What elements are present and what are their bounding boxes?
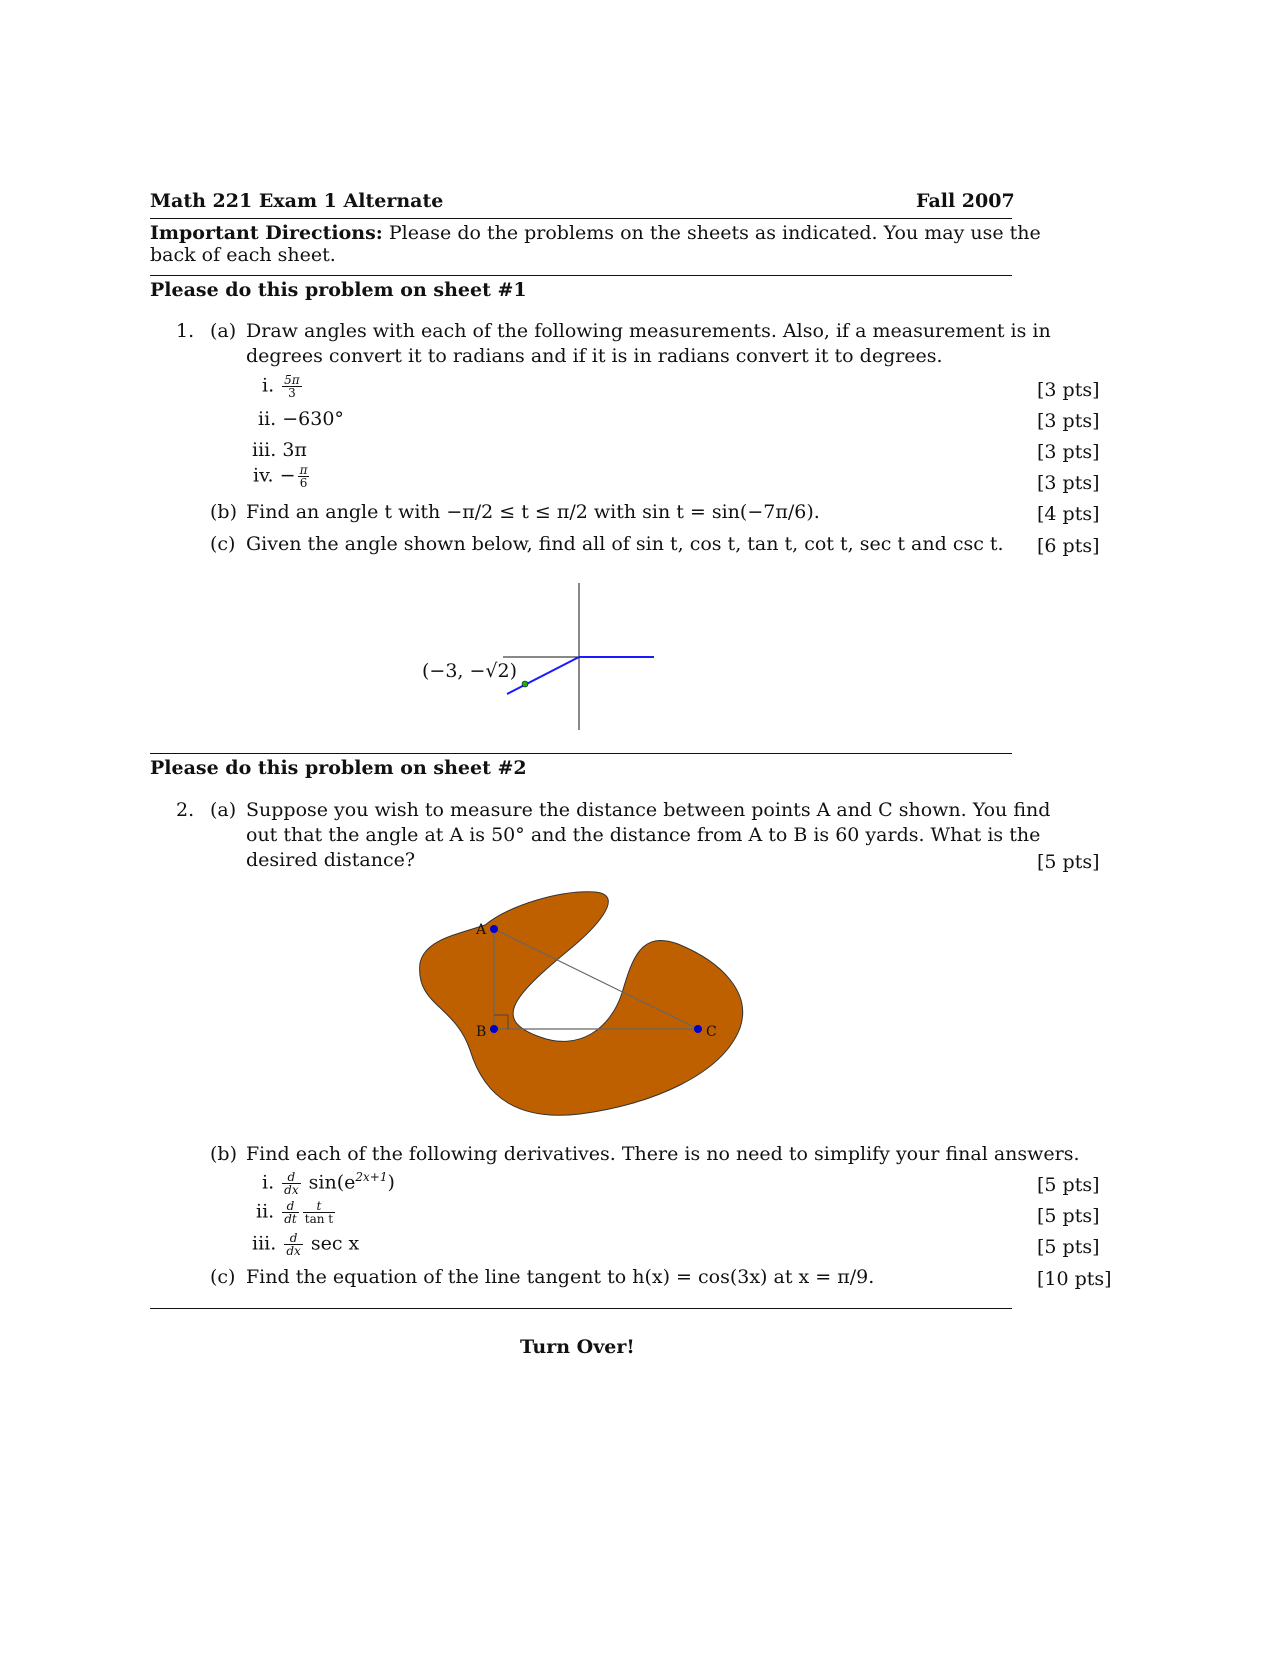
label-a: A	[476, 922, 487, 938]
item-1a-i: i. $\frac{5\pi}{3}$	[262, 373, 300, 400]
problem1a-text-line2: degrees convert it to radians and if it is in radians convert it to degrees.	[246, 345, 943, 367]
problem2-number: 2.	[176, 799, 195, 821]
problem2c-label: (c)	[210, 1266, 236, 1288]
turn-over: Turn Over!	[520, 1336, 635, 1358]
exam-title: Math 221 Exam 1 Alternate	[150, 190, 444, 212]
problem1c-label: (c)	[210, 533, 236, 555]
problem1b-text: Find an angle t with −π/2 ≤ t ≤ π/2 with sin t = sin(−7π/6).	[246, 501, 820, 523]
problem1a-label: (a)	[210, 320, 237, 342]
item-2b-ii: ii. $\frac{d}{dt}$ $\frac{t}{\text{tan t}}$	[256, 1199, 334, 1226]
exam-term: Fall 2007	[916, 190, 1015, 212]
points-2b-iii: [5 pts]	[1037, 1236, 1100, 1258]
points-1a-ii: [3 pts]	[1037, 410, 1100, 432]
points-2b-ii: [5 pts]	[1037, 1205, 1100, 1227]
label-c: C	[706, 1024, 717, 1040]
problem2a-text-line1: Suppose you wish to measure the distance between points A and C shown. You find	[246, 799, 1051, 821]
directions-text-cont: back of each sheet.	[150, 244, 336, 266]
directions	[150, 222, 1041, 266]
item-2b-iii: iii. $\frac{d}{dx}$ sec x	[252, 1231, 360, 1258]
points-1a-iii: [3 pts]	[1037, 441, 1100, 463]
problem2a-text-line2: out that the angle at A is 50° and the distance from A to B is 60 yards. What is the	[246, 824, 1041, 846]
points-2b-i: [5 pts]	[1037, 1174, 1100, 1196]
problem2c-text: Find the equation of the line tangent to h(x) = cos(3x) at x = π/9.	[246, 1266, 875, 1288]
points-1a-i: [3 pts]	[1037, 379, 1100, 401]
problem2a-text-line3: desired distance?	[246, 849, 416, 871]
section1-heading: Please do this problem on sheet #1	[150, 279, 527, 301]
problem1-number: 1.	[176, 320, 195, 342]
terminal-ray	[507, 657, 579, 694]
item-1a-iii: iii. 3π	[252, 439, 307, 461]
points-1a-iv: [3 pts]	[1037, 472, 1100, 494]
header-divider	[150, 218, 1012, 219]
footer-divider	[150, 1308, 1012, 1309]
points-1b: [4 pts]	[1037, 503, 1100, 525]
item-1a-ii: ii. −630°	[258, 408, 344, 430]
point-a	[490, 925, 498, 933]
lake-shape	[420, 892, 743, 1115]
angle-figure	[400, 575, 680, 735]
problem1a-text-line1: Draw angles with each of the following measurements. Also, if a measurement is in	[246, 320, 1051, 342]
problem1c-text: Given the angle shown below, find all of sin t, cos t, tan t, cot t, sec t and csc t.	[246, 533, 1004, 555]
point-b	[490, 1025, 498, 1033]
lake-figure	[400, 885, 760, 1125]
item-2b-i: i. $\frac{d}{dx}$ $\sin(e^{2x+1})$	[262, 1169, 395, 1197]
directions-divider	[150, 275, 1012, 276]
points-2a: [5 pts]	[1037, 851, 1100, 873]
section2-heading: Please do this problem on sheet #2	[150, 757, 527, 779]
problem2b-text: Find each of the following derivatives. There is no need to simplify your final answers.	[246, 1143, 1080, 1165]
points-1c: [6 pts]	[1037, 535, 1100, 557]
problem2a-label: (a)	[210, 799, 237, 821]
points-2c: [10 pts]	[1037, 1268, 1112, 1290]
point-label: (−3, −√2)	[422, 660, 518, 682]
problem1b-label: (b)	[210, 501, 237, 523]
section2-divider	[150, 753, 1012, 754]
label-b: B	[476, 1024, 487, 1040]
directions-label: Important Directions:	[150, 222, 383, 244]
point-c	[694, 1025, 702, 1033]
directions-text: Please do the problems on the sheets as indicated. You may use the	[388, 222, 1041, 244]
problem2b-label: (b)	[210, 1143, 237, 1165]
item-1a-iv: iv. − $\frac{\pi}{6}$	[253, 463, 308, 490]
point-marker	[522, 681, 528, 687]
